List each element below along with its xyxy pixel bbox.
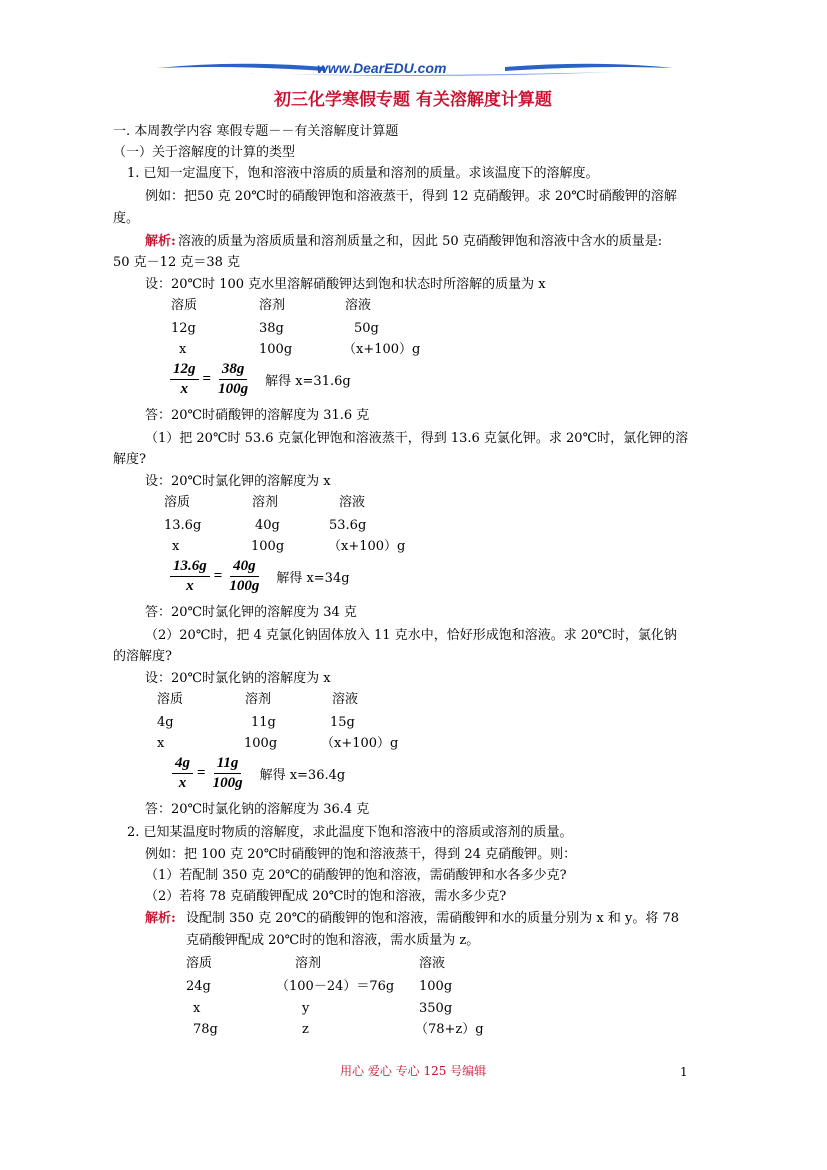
table-head: 溶液 — [419, 956, 446, 971]
page-number: 1 — [680, 1065, 688, 1079]
table-cell: （100－24）＝76g — [276, 979, 395, 994]
table-cell: （78+z）g — [415, 1022, 484, 1037]
fraction-denominator: 100g — [212, 775, 243, 791]
fraction-denominator: 100g — [229, 578, 260, 594]
solution-text: 解得 x=31.6g — [265, 374, 351, 389]
table-cell: 100g — [251, 539, 285, 554]
table-cell: （x+100）g — [343, 342, 421, 357]
fraction-numerator: 11g — [214, 755, 242, 774]
table-cell: （x+100）g — [328, 539, 406, 554]
table-cell: 4g — [157, 715, 174, 730]
site-url[interactable]: www.DearEDU.com — [317, 60, 447, 76]
table-cell: （x+100）g — [321, 736, 399, 751]
table-cell: 350g — [419, 1001, 453, 1016]
footer-text: 用心 爱心 专心 125 号编辑 — [340, 1064, 487, 1078]
table-head: 溶质 — [164, 495, 191, 510]
equation — [172, 755, 345, 792]
table-cell: 100g — [419, 979, 453, 994]
table-head: 溶质 — [186, 956, 213, 971]
subsection-heading: （一）关于溶解度的计算的类型 — [113, 145, 296, 160]
fraction-numerator: 38g — [219, 361, 248, 380]
table-cell: 50g — [354, 321, 379, 336]
table-cell: x — [172, 539, 180, 554]
section-heading: 一. 本周教学内容 寒假专题－－有关溶解度计算题 — [113, 124, 399, 139]
equals-sign: = — [213, 568, 223, 584]
question-1: 1. 已知一定温度下，饱和溶液中溶质的质量和溶剂的质量。求该温度下的溶解度。 — [127, 166, 599, 181]
answer-text: 答：20℃时硝酸钾的溶解度为 31.6 克 — [145, 408, 370, 423]
question-2: 2. 已知某温度时物质的溶解度，求此温度下饱和溶液中的溶质或溶剂的质量。 — [127, 825, 573, 840]
problem-2: （2）20℃时，把 4 克氯化钠固体放入 11 克水中，恰好形成饱和溶液。求 20℃时，氯化钠 — [145, 628, 677, 643]
assume-text: 设：20℃时氯化钠的溶解度为 x — [145, 671, 331, 686]
table-cell: 11g — [251, 715, 276, 730]
problem-2-cont: 的溶解度? — [113, 649, 172, 664]
table-cell: x — [193, 1001, 201, 1016]
table-cell: 100g — [244, 736, 278, 751]
fraction-numerator: 4g — [172, 755, 193, 774]
table-cell: 38g — [259, 321, 284, 336]
table-head: 溶剂 — [295, 956, 322, 971]
solution-text: 解得 x=36.4g — [259, 768, 346, 783]
sub-question-1: （1）若配制 350 克 20℃的硝酸钾的饱和溶液，需硝酸钾和水各多少克? — [145, 868, 567, 883]
problem-1: （1）把 20℃时 53.6 克氯化钾饱和溶液蒸干，得到 13.6 克氯化钾。求 20℃时，氯化钾的溶 — [145, 431, 689, 446]
analysis-label: 解析: — [145, 234, 176, 249]
example-text: 例如：把 100 克 20℃时硝酸钾的饱和溶液蒸干，得到 24 克硝酸钾。则： — [145, 847, 577, 862]
answer-text: 答：20℃时氯化钾的溶解度为 34 克 — [145, 605, 357, 620]
assume-text: 设：20℃时氯化钾的溶解度为 x — [145, 474, 331, 489]
table-cell: y — [302, 1001, 310, 1016]
problem-1-cont: 解度? — [113, 452, 146, 467]
equals-sign: = — [197, 765, 206, 781]
table-cell: x — [179, 342, 187, 357]
table-cell: z — [302, 1022, 309, 1037]
analysis-text: 设配制 350 克 20℃的硝酸钾的饱和溶液，需硝酸钾和水的质量分别为 x 和 y。将 78 — [186, 911, 680, 926]
fraction-denominator: x — [186, 578, 194, 594]
fraction-denominator: 100g — [218, 381, 249, 397]
example-text-cont: 度。 — [113, 211, 140, 226]
table-head: 溶剂 — [259, 298, 286, 313]
table-head: 溶质 — [171, 298, 198, 313]
sub-question-2: （2）若将 78 克硝酸钾配成 20℃时的饱和溶液，需水多少克? — [145, 889, 507, 904]
fraction-denominator: x — [180, 381, 188, 397]
analysis-text-cont: 50 克－12 克＝38 克 — [113, 255, 241, 270]
table-head: 溶液 — [345, 298, 372, 313]
analysis-text-cont: 克硝酸钾配成 20℃时的饱和溶液，需水质量为 z。 — [186, 933, 480, 948]
example-text: 例如：把50 克 20℃时的硝酸钾饱和溶液蒸干，得到 12 克硝酸钾。求 20℃时硝酸钾的溶解 — [145, 189, 677, 204]
equals-sign: = — [202, 371, 212, 387]
answer-text: 答：20℃时氯化钠的溶解度为 36.4 克 — [145, 802, 370, 817]
solution-text: 解得 x=34g — [276, 571, 350, 586]
table-cell: 53.6g — [329, 518, 367, 533]
table-cell: 24g — [186, 979, 211, 994]
assume-text: 设：20℃时 100 克水里溶解硝酸钾达到饱和状态时所溶解的质量为 x — [145, 277, 546, 292]
table-cell: 100g — [259, 342, 293, 357]
table-cell: 13.6g — [164, 518, 202, 533]
table-head: 溶质 — [157, 692, 184, 707]
analysis-text: 溶液的质量为溶质质量和溶剂质量之和，因此 50 克硝酸钾饱和溶液中含水的质量是: — [178, 234, 663, 249]
table-cell: x — [157, 736, 165, 751]
table-cell: 40g — [255, 518, 280, 533]
equation — [170, 558, 350, 595]
table-cell: 78g — [193, 1022, 218, 1037]
table-cell: 15g — [330, 715, 355, 730]
fraction-numerator: 12g — [170, 361, 199, 380]
fraction-denominator: x — [178, 775, 187, 791]
table-cell: 12g — [171, 321, 196, 336]
fraction-numerator: 13.6g — [170, 558, 210, 577]
page-title: 初三化学寒假专题 有关溶解度计算题 — [274, 90, 552, 110]
table-head: 溶液 — [332, 692, 359, 707]
table-head: 溶液 — [339, 495, 366, 510]
table-head: 溶剂 — [252, 495, 279, 510]
analysis-label: 解析: — [145, 911, 176, 926]
fraction-numerator: 40g — [230, 558, 259, 577]
table-head: 溶剂 — [245, 692, 272, 707]
equation — [170, 361, 351, 398]
